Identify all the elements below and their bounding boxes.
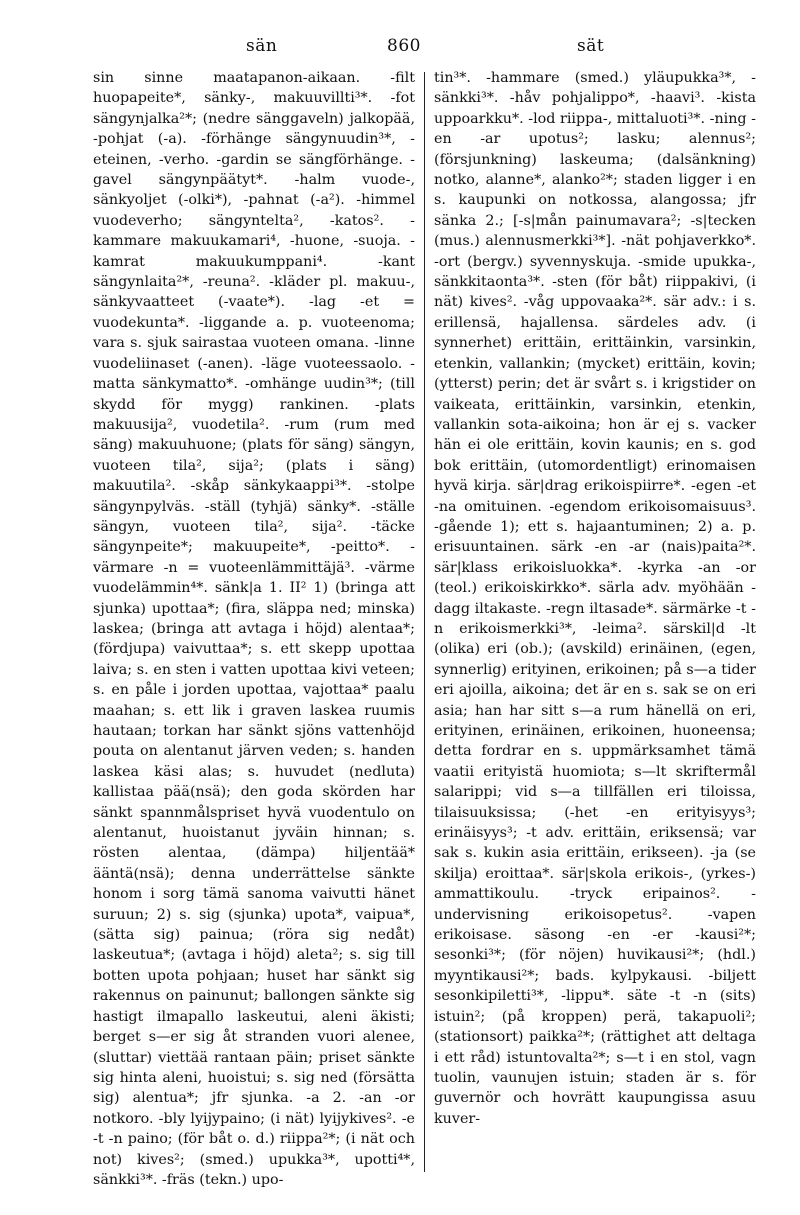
right-column <box>434 68 756 1129</box>
left-column <box>93 68 415 1190</box>
right-guide-word: sät <box>577 36 605 56</box>
column-divider <box>424 72 425 1172</box>
right-column-text: tin³*. -hammare (smed.) yläupukka³*, -sänkki³*. -håv pohjalippo*, -haavi³. -kista uppoarkku*. -lod riippa-, mittaluoti³*. -ning -en -ar upotus²; lasku; alennus²; (försjunkning) laskeuma; (dalsänkning) notko, alanne*, alanko²*; staden ligger i en s. kaupunki on notkossa, alangossa; jfr sänka 2.; [-s|mån painumavara²; -s|tecken (mus.) alennusmerkki³*]. -nät pohjaverkko*. -ort (bergv.) syvennyskuja. -smide upukka-, sänkkitaonta³*. -sten (för båt) riippakivi, (i nät) kives². -våg uppovaaka²*. sär adv.: i s. erillensä, hajallensa. särdeles adv. (i synnerhet) erittäin, erittäinkin, varsinkin, etenkin, vallankin; (mycket) erittäin, kovin; (ytterst) perin; det är svårt s. i krigstider on vaikeata, erittäinkin, varsinkin, etenkin, vallankin sota-aikoina; hon är ej s. vacker hän ei ole erittäin, kovin kaunis; en s. god bok erittäin, (utomordentligt) erinomaisen hyvä kirja. sär|drag erikoispiirre*. -egen -et -na omituinen. -egendom erikoisomaisuus³. -gående 1); ett s. hajaantuminen; 2) a. p. erisuuntainen. särk -en -ar (nais)paita²*. sär|klass erikoisluokka*. -kyrka -an -or (teol.) erikoiskirkko*. särla adv. myöhään -dagg iltakaste. -regn iltasade*. särmärke -t -n erikoismerkki³*, -leima². särskil|d -lt (olika) eri (ob.); (avskild) erinäinen, (egen, synnerlig) erityinen, erikoinen; på s—a tider eri ajoilla, aikoina; det är en s. sak se on eri asia; han har sitt s—a rum hänellä on eri, erityinen, erinäinen, erikoinen, huoneensa; detta fordrar en s. uppmärksamhet tämä vaatii erityistä huomiota; s—lt skriftermål salarippi; vid s—a tillfällen eri tiloissa, tilaisuuksissa; (-het -en erityisyys³; erinäisyys³; -t adv. erittäin, eriksensä; var sak s. kukin asia erittäin, erikseen). -ja (se skilja) eroittaa*. sär|skola erikois-, (yrkes-) ammattikoulu. -tryck eripainos². -undervisning erikoisopetus². -vapen erikoisase. säsong -en -er -kausi²*; sesonki³*; (för nöjen) huvikausi²*; (hdl.) myyntikausi²*; bads. kylpykausi. -biljett sesonkipiletti³*, -lippu*. säte -t -n (sits) istuin²; (på kroppen) perä, takapuoli²; (stationsort) paikka²*; (rättighet att deltaga i ett råd) istuntovalta²*; s—t i en stol, vagn tuolin, vaunujen istuin; staden är s. för guvernör och hovrätt kaupungissa asuu kuver- <box>434 70 756 1127</box>
left-column-text: sin sinne maatapanon-aikaan. -filt huopapeite*, sänky-, makuuvillti³*. -fot sängynjalka²*; (nedre sänggaveln) jalkopää, -pohjat (-a). -förhänge sängynuudin³*, -eteinen, -verho. -gardin se sängförhänge. -gavel sängynpäätyt*. -halm vuode-, sänkyoljet (-olki*), -pahnat (-a²). -himmel vuodeverho; sängyntelta², -katos². -kammare makuukamari⁴, -huone, -suoja. -kamrat makuukumppani⁴. -kant sängynlaita²*, -reuna². -kläder pl. makuu-, sänkyvaatteet (-vaate*). -lag -et = vuodekunta*. -liggande a. p. vuoteenoma; vara s. sjuk sairastaa vuoteen omana. -linne vuodeliinaset (-anen). -läge vuoteessaolo. -matta sänkymatto*. -omhänge uudin³*; (till skydd för mygg) rankinen. -plats makuusija², vuodetila². -rum (rum med säng) makuuhuone; (plats för säng) sängyn, vuoteen tila², sija²; (plats i säng) makuutila². -skåp sänkykaappi³*. -stolpe sängynpylväs. -ställ (tyhjä) sänky*. -ställe sängyn, vuoteen tila², sija². -täcke sängynpeite*; makuupeite*, -peitto*. -värmare -n = vuoteenlämmittäjä³. -värme vuodelämmin⁴*. sänk|a 1. II² 1) (bringa att sjunka) upottaa*; (fira, släppa ned; minska) laskea; (bringa att avtaga i höjd) alentaa*; (fördjupa) vaivuttaa*; s. ett skepp upottaa laiva; s. en sten i vatten upottaa kivi veteen; s. en påle i jorden upottaa, vajottaa* paalu maahan; s. ett lik i graven laskea ruumis hautaan; torkan har sänkt sjöns vattenhöjd pouta on alentanut järven veden; s. handen laskea käsi alas; s. huvudet (nedluta) kallistaa pää(nsä); den goda skörden har sänkt spannmålspriset hyvä vuodentulo on alentanut, huoistanut jyväin hinnan; s. rösten alentaa, (dämpa) hiljentää* ääntä(nsä); denna underrättelse sänkte honom i sorg tämä sanoma vaivutti hänet suruun; 2) s. sig (sjunka) upota*, vaipua*, (sätta sig) painua; (röra sig nedåt) laskeutua*; (avtaga i höjd) aleta²; s. sig till botten upota pohjaan; huset har sänkt sig rakennus on painunut; ballongen sänkte sig hastigt ilmapallo laskeutui, aleni äkisti; berget s—er sig åt stranden vuori alenee, (sluttar) viettää rantaan päin; priset sänkte sig hinta aleni, huoistui; s. sig ned (försätta sig) alentua*; jfr sjunka. -a 2. -an -or notkoro. -bly lyijypaino; (i nät) lyijykives². -e -t -n paino; (för båt o. d.) riippa²*; (i nät och not) kives²; (smed.) upukka³*, upotti⁴*, sänkki³*. -fräs (tekn.) upo- <box>93 70 415 1188</box>
left-guide-word: sän <box>246 36 278 56</box>
page-number: 860 <box>387 36 421 56</box>
